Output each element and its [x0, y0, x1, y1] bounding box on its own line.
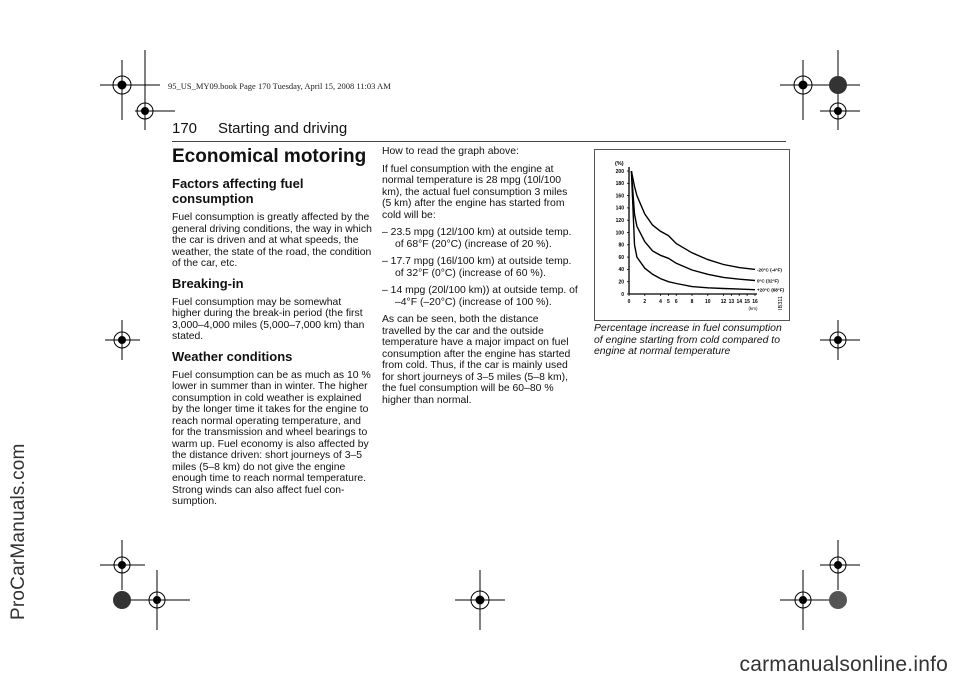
para-conclusion: As can be seen, both the distance travelled by the car and the outside temperature have a major impact on fuel consumption after the engine has started from cold. Thus, if the car is mainly used for short journeys of 3–5 miles (5–8 km), the fuel consumption will be 60–80 % higher than normal. [382, 314, 571, 406]
x-tick-label: 4 [659, 299, 662, 305]
heading-breaking-in: Breaking-in [172, 275, 244, 291]
page-title: Economical motoring [172, 146, 367, 167]
x-tick-label: 5 [666, 299, 670, 305]
para-factors: Fuel consumption is greatly affected by the general driving conditions, the way in which the car is driven and at what speeds, the weather, the state of the road, the condition of the car, etc. [172, 212, 372, 269]
x-tick-label: 14 [736, 299, 743, 305]
y-tick-label: 100 [615, 230, 624, 237]
middle-column [382, 146, 578, 412]
heading-weather: Weather conditions [172, 348, 293, 364]
list-item: – 14 mpg (20l/100 km)) at outside temp. of –4°F (–20°C) (increase of 100 %). [382, 285, 578, 308]
para-weather: Fuel consumption can be as much as 10 % lower in summer than in winter. The higher consumption in cold weather is explained by the longer time it takes for the engine to reach normal operating temperature, and for the transmission and wheel bearings to warm up. Fuel economy is also affected by the distance driven: short journeys of 3–5 miles (5–8 km) do not give the engine enough time to reach normal temperature. Strong winds can also affect fuel con-sumption. [172, 369, 371, 507]
figure-code: IB311 [778, 296, 784, 310]
series-line [631, 171, 755, 281]
x-tick-label: 15 [744, 299, 750, 305]
x-tick-label: 12 [720, 299, 727, 305]
bottom-watermark: carmanualsonline.info [739, 653, 948, 676]
y-tick-label: 180 [615, 181, 624, 188]
series-label: +20°C (68°F) [757, 287, 785, 293]
para-breaking-in: Fuel consumption may be somewhat higher during the break-in period (the first 3,000–4,000 miles (5,000–7,000 km) than stated. [172, 296, 365, 342]
y-tick-label: 140 [615, 205, 624, 212]
x-tick-label: 0 [627, 299, 631, 305]
example-list [382, 227, 578, 308]
chart-frame [594, 149, 790, 321]
x-tick-label: 16 [752, 299, 758, 305]
x-tick-label: 10 [704, 299, 711, 305]
y-axis-label: (%) [615, 161, 624, 167]
section-title: Starting and driving [218, 120, 348, 137]
fuel-increase-chart [595, 150, 789, 320]
series-line [631, 171, 755, 290]
x-tick-label: 6 [674, 299, 678, 305]
figure-caption: Percentage increase in fuel consumption of engine starting from cold compared to engine at normal temperature [594, 323, 782, 357]
y-tick-label: 40 [618, 267, 624, 274]
x-tick-label: 2 [643, 299, 647, 305]
side-watermark: ProCarManuals.com [8, 443, 29, 620]
y-tick-label: 20 [618, 279, 624, 286]
left-column [172, 146, 372, 514]
para-howto: How to read the graph above: [382, 146, 519, 157]
x-tick-label: 8 [690, 299, 694, 305]
y-tick-label: 80 [618, 242, 624, 249]
page-number: 170 [172, 120, 198, 137]
para-intro: If fuel consumption with the engine at normal temperature is 28 mpg (10l/100 km), the actual fuel consumption 3 miles (5 km) after the engine has started from cold will be: [382, 163, 568, 221]
x-axis-label: (km) [748, 306, 758, 311]
x-tick-label: 13 [728, 299, 735, 305]
y-tick-label: 200 [615, 168, 624, 175]
series-label: -20°C (-4°F) [757, 267, 782, 273]
heading-factors: Factors affecting fuel consumption [172, 176, 304, 206]
y-tick-label: 60 [618, 254, 624, 261]
y-tick-label: 120 [615, 218, 624, 224]
list-item: – 23.5 mpg (12l/100 km) at outside temp. of 68°F (20°C) (increase of 20 %). [382, 227, 572, 250]
y-tick-label: 160 [615, 193, 624, 200]
series-line [631, 171, 755, 269]
list-item: – 17.7 mpg (16l/100 km) at outside temp. of 32°F (0°C) (increase of 60 %). [382, 256, 572, 279]
y-tick-label: 0 [621, 291, 624, 298]
series-label: 0°C (32°F) [757, 278, 779, 284]
print-header: 95_US_MY09.book Page 170 Tuesday, April 15, 2008 11:03 AM [168, 81, 391, 91]
header-rule [172, 141, 786, 142]
